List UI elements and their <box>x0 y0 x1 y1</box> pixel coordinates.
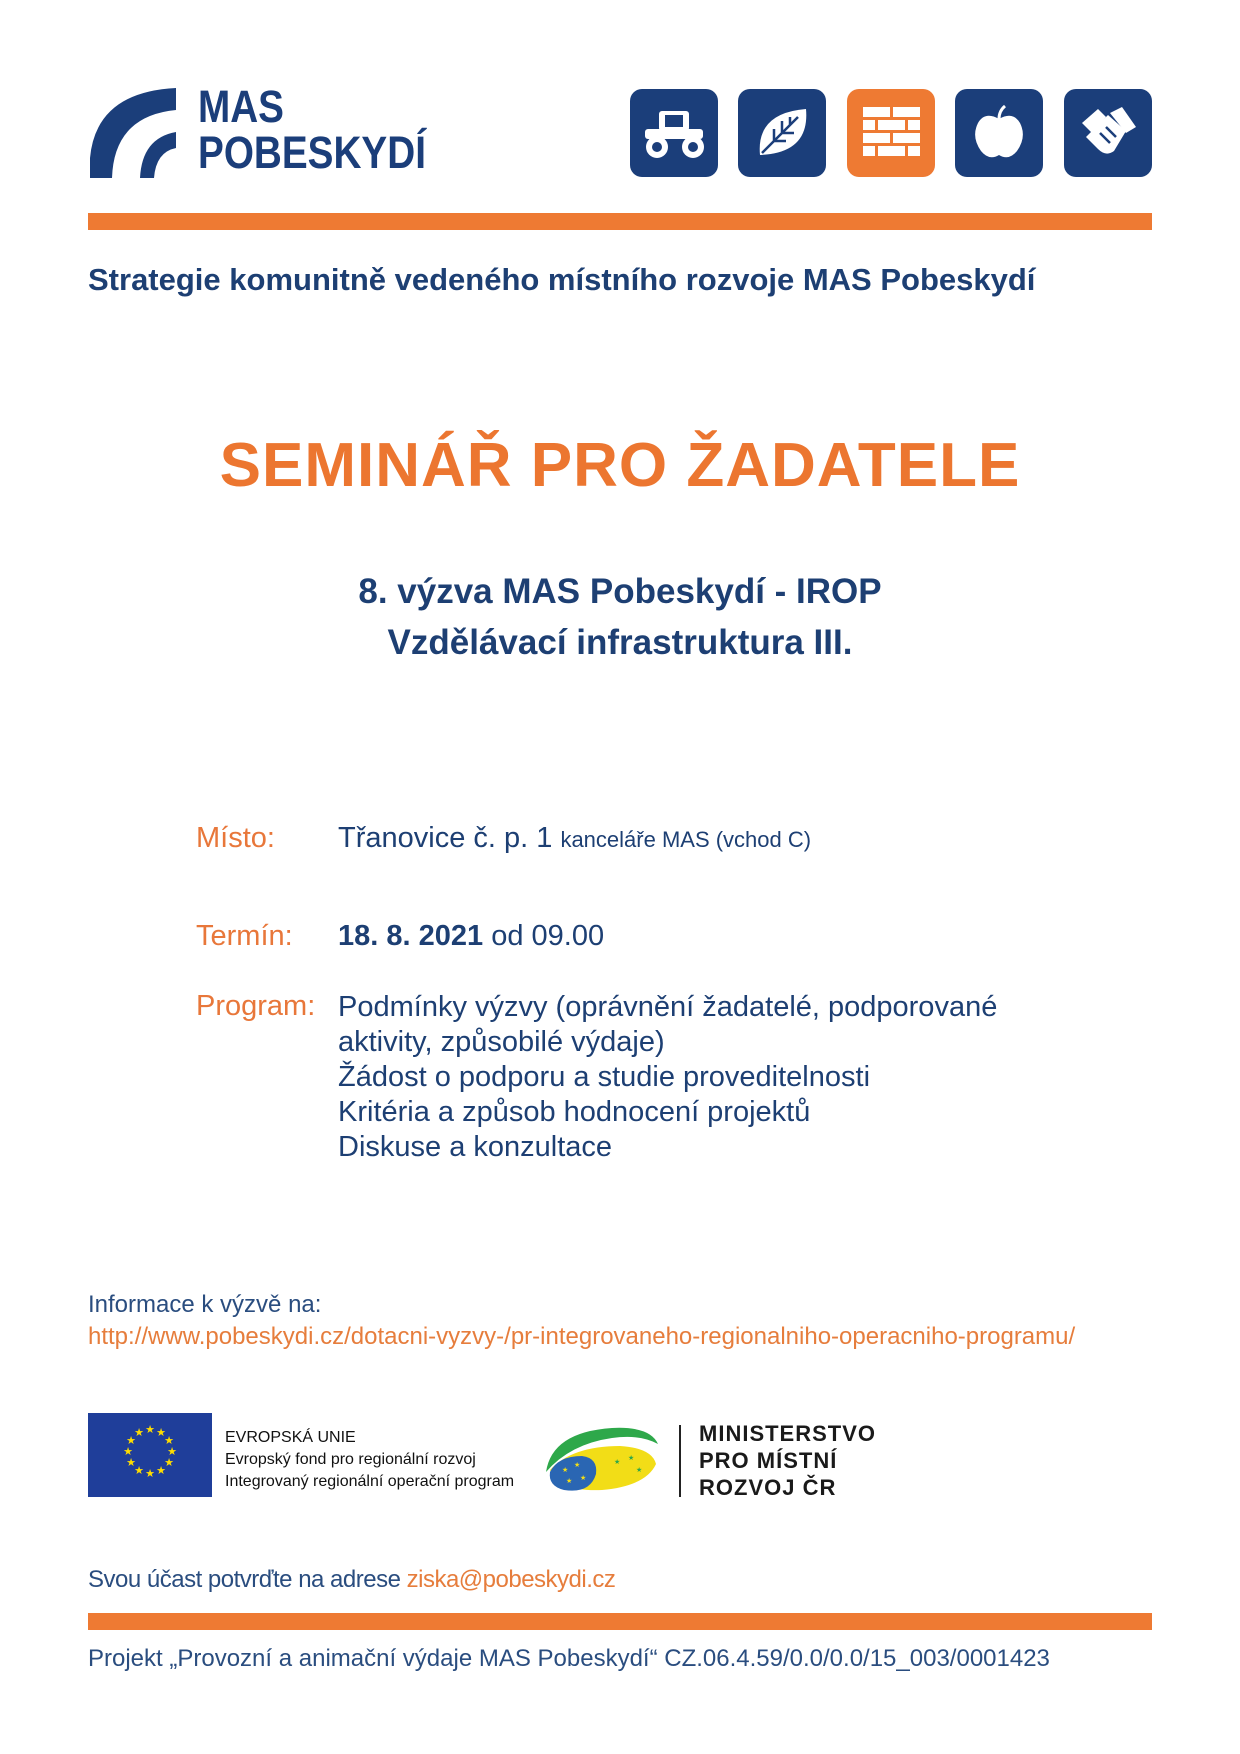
place-label: Místo: <box>196 822 275 854</box>
email-link[interactable]: ziska@pobeskydi.cz <box>406 1566 616 1593</box>
date: 18. 8. 2021 <box>338 920 484 952</box>
project-info: Projekt „Provozní a animační výdaje MAS Pobeskydí“ CZ.06.4.59/0.0/0.0/15_003/0001423 <box>88 1645 1050 1672</box>
top-divider <box>88 213 1152 230</box>
svg-text:★: ★ <box>156 1426 166 1439</box>
logo-line-2: POBESKYDÍ <box>198 127 426 178</box>
date-label: Termín: <box>196 920 293 952</box>
ministry-emblem <box>542 1420 662 1500</box>
handshake-icon <box>1064 89 1152 177</box>
ministry-text <box>699 1420 876 1501</box>
svg-text:★: ★ <box>164 1456 174 1469</box>
svg-text:★: ★ <box>164 1434 174 1447</box>
svg-text:★: ★ <box>123 1445 133 1458</box>
ministry-line-1: MINISTERSTVO <box>699 1421 877 1446</box>
svg-text:★: ★ <box>134 1464 144 1477</box>
date-value <box>338 920 604 953</box>
program-item: Podmínky výzvy (oprávnění žadatelé, podporované <box>338 991 998 1023</box>
brick-wall-icon <box>847 89 935 177</box>
apple-icon <box>955 89 1043 177</box>
mas-logo-text <box>198 81 426 178</box>
svg-text:★: ★ <box>145 1423 155 1436</box>
ministry-line-3: ROZVOJ ČR <box>699 1475 837 1500</box>
eu-text <box>225 1427 514 1493</box>
svg-text:★: ★ <box>126 1456 136 1469</box>
bottom-divider <box>88 1613 1152 1630</box>
call-line-1: 8. výzva MAS Pobeskydí - IROP <box>358 572 882 611</box>
info-link[interactable]: http://www.pobeskydi.cz/dotacni-vyzvy-/pr-integrovaneho-regionalniho-operacniho-programu/ <box>88 1323 1076 1350</box>
eu-line-1: EVROPSKÁ UNIE <box>225 1429 356 1446</box>
eu-flag <box>88 1413 212 1497</box>
ministry-line-2: PRO MÍSTNÍ <box>699 1448 838 1473</box>
eu-line-3: Integrovaný regionální operační program <box>225 1473 515 1490</box>
eu-line-2: Evropský fond pro regionální rozvoj <box>225 1451 476 1468</box>
time: od 09.00 <box>491 920 605 952</box>
svg-text:★: ★ <box>566 1477 573 1485</box>
tractor-icon <box>630 89 718 177</box>
svg-text:★: ★ <box>614 1458 621 1466</box>
program-label: Program: <box>196 990 316 1022</box>
svg-text:★: ★ <box>134 1426 144 1439</box>
ministry-separator <box>679 1425 681 1497</box>
svg-text:★: ★ <box>167 1445 177 1458</box>
svg-text:★: ★ <box>628 1454 635 1462</box>
info-label: Informace k výzvě na: <box>88 1291 322 1318</box>
place-note: kanceláře MAS (vchod C) <box>560 827 812 852</box>
program-item: Žádost o podporu a studie proveditelnosti <box>338 1061 871 1093</box>
svg-text:★: ★ <box>580 1474 587 1482</box>
svg-text:★: ★ <box>636 1466 643 1474</box>
program-list <box>338 990 1118 1165</box>
program-item: aktivity, způsobilé výdaje) <box>338 1026 665 1058</box>
confirm-label: Svou účast potvrďte na adrese <box>88 1566 401 1593</box>
place-value <box>338 822 811 855</box>
place-address: Třanovice č. p. 1 <box>338 822 553 854</box>
svg-text:★: ★ <box>156 1464 166 1477</box>
program-item: Kritéria a způsob hodnocení projektů <box>338 1096 811 1128</box>
call-line-2: Vzdělávací infrastruktura III. <box>387 623 853 662</box>
svg-text:★: ★ <box>574 1461 581 1469</box>
logo-line-1: MAS <box>198 81 284 132</box>
strategy-title: Strategie komunitně vedeného místního rozvoje MAS Pobeskydí <box>88 262 1036 297</box>
leaf-icon <box>738 89 826 177</box>
svg-text:★: ★ <box>145 1467 155 1480</box>
seminar-title: SEMINÁŘ PRO ŽADATELE <box>219 431 1021 500</box>
confirm-text <box>88 1566 615 1594</box>
svg-text:★: ★ <box>562 1466 569 1474</box>
program-item: Diskuse a konzultace <box>338 1131 613 1163</box>
svg-text:★: ★ <box>126 1434 136 1447</box>
